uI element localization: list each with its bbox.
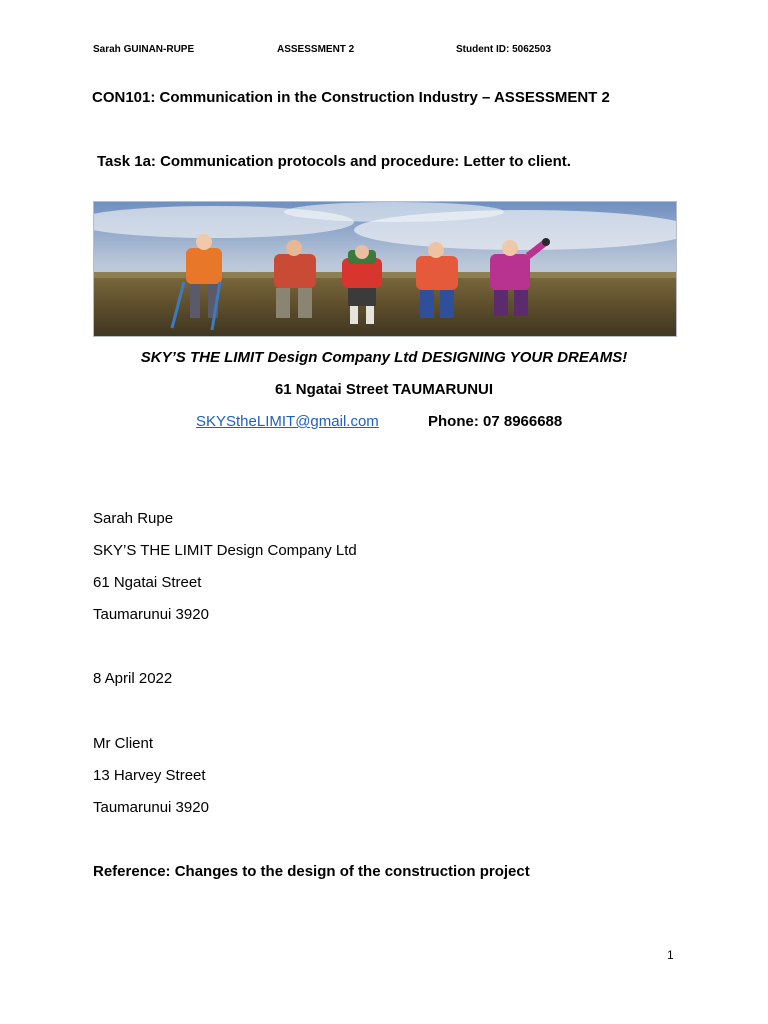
page-number: 1 [667,948,674,962]
company-email-link[interactable]: SKYStheLIMIT@gmail.com [196,413,379,430]
company-street: 61 Ngatai Street TAUMARUNUI [274,381,494,398]
sender-company: SKY’S THE LIMIT Design Company Ltd [93,542,357,559]
recipient-name: Mr Client [93,735,154,752]
sender-town: Taumarunui 3920 [93,606,209,623]
document-title: CON101: Communication in the Construction Industry – ASSESSMENT 2 [92,89,610,106]
company-phone: Phone: 07 8966688 [428,413,563,430]
letter-date: 8 April 2022 [93,670,173,687]
header-assessment: ASSESSMENT 2 [277,44,355,55]
letter-reference: Reference: Changes to the design of the construction project [93,863,530,880]
sender-street: 61 Ngatai Street [93,574,202,591]
recipient-town: Taumarunui 3920 [93,799,209,816]
header-student-id: Student ID: 5062503 [456,44,552,55]
recipient-street: 13 Harvey Street [93,767,206,784]
sender-name: Sarah Rupe [93,510,174,527]
header-author: Sarah GUINAN-RUPE [93,44,195,55]
hikers-photo [93,201,677,337]
company-tagline: SKY’S THE LIMIT Design Company Ltd DESIGNING YOUR DREAMS! [140,349,628,366]
task-heading: Task 1a: Communication protocols and procedure: Letter to client. [97,153,571,170]
